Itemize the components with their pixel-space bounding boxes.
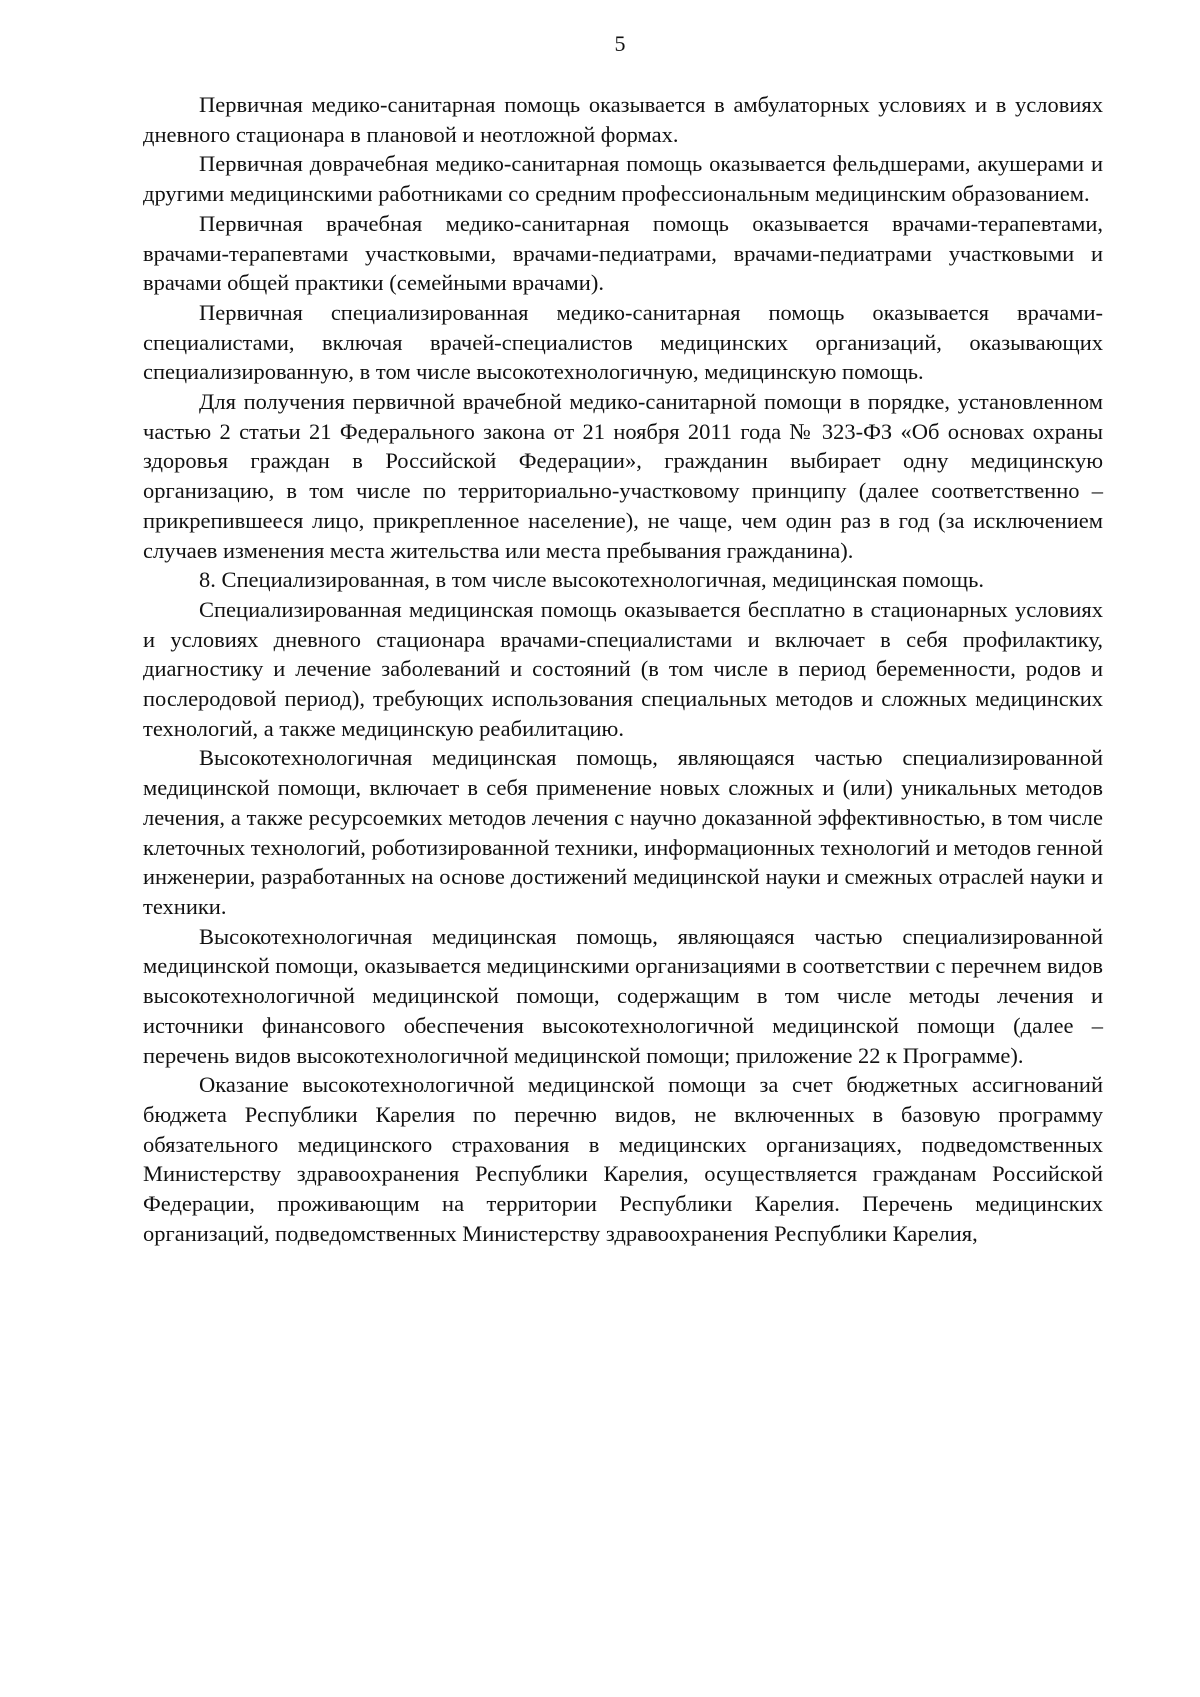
paragraph-pre-doctor-care: Первичная доврачебная медико-санитарная помощь оказывается фельдшерами, акушерами и другими медицинскими работниками со средним профессиональным медицинским образованием. [143,151,1103,207]
paragraph-doctor-care: Первичная врачебная медико-санитарная помощь оказывается врачами-терапевтами, врачами-терапевтами участковыми, врачами-педиатрами, врачами-педиатрами участковыми и врачами общей практики (семейными врачами). [143,210,1103,296]
section-heading-8: 8. Специализированная, в том числе высокотехнологичная, медицинская помощь. [199,567,984,593]
paragraph-high-tech-funding: Оказание высокотехнологичной медицинской помощи за счет бюджетных ассигнований бюджета Республики Карелия по перечню видов, не включенных в базовую программу обязательного медицинского страхования в медицинских организациях, подведомственных Министерству здравоохранения Республики Карелия, осуществляется гражданам Российской Федерации, проживающим на территории Республики Карелия. Перечень медицинских организаций, подведомственных Министерству здравоохранения Республики Карелия, [143,1072,1103,1246]
paragraph-high-tech-definition: Высокотехнологичная медицинская помощь, являющаяся частью специализированной медицинской помощи, включает в себя применение новых сложных и (или) уникальных методов лечения, а также ресурсоемких методов лечения с научно доказанной эффективностью, в том числе клеточных технологий, роботизированной техники, информационных технологий и методов генной инженерии, разработанных на основе достижений медицинской науки и смежных отраслей науки и техники. [143,745,1103,919]
paragraph-choice-of-organization: Для получения первичной врачебной медико-санитарной помощи в порядке, установленном частью 2 статьи 21 Федерального закона от 21 ноября 2011 года № 323-ФЗ «Об основах охраны здоровья граждан в Российской Федерации», гражданин выбирает одну медицинскую организацию, в том числе по территориально-участковому принципу (далее соответственно – прикрепившееся лицо, прикрепленное население), не чаще, чем один раз в год (за исключением случаев изменения места жительства или места пребывания гражданина). [143,389,1103,563]
document-body [143,90,1103,1248]
page-number: 5 [614,31,626,56]
paragraph-high-tech-list: Высокотехнологичная медицинская помощь, являющаяся частью специализированной медицинской помощи, оказывается медицинскими организациями в соответствии с перечнем видов высокотехнологичной медицинской помощи, содержащим в том числе методы лечения и источники финансового обеспечения высокотехнологичной медицинской помощи (далее – перечень видов высокотехнологичной медицинской помощи; приложение 22 к Программе). [143,923,1103,1068]
paragraph-primary-care: Первичная медико-санитарная помощь оказывается в амбулаторных условиях и в условиях дневного стационара в плановой и неотложной формах. [143,92,1103,147]
paragraph-specialized-primary-care: Первичная специализированная медико-санитарная помощь оказывается врачами-специалистами, включая врачей-специалистов медицинских организаций, оказывающих специализированную, в том числе высокотехнологичную, медицинскую помощь. [143,299,1103,385]
paragraph-specialized-care: Специализированная медицинская помощь оказывается бесплатно в стационарных условиях и условиях дневного стационара врачами-специалистами и включает в себя профилактику, диагностику и лечение заболеваний и состояний (в том числе в период беременности, родов и послеродовой период), требующих использования специальных методов и сложных медицинских технологий, а также медицинскую реабилитацию. [143,596,1103,741]
